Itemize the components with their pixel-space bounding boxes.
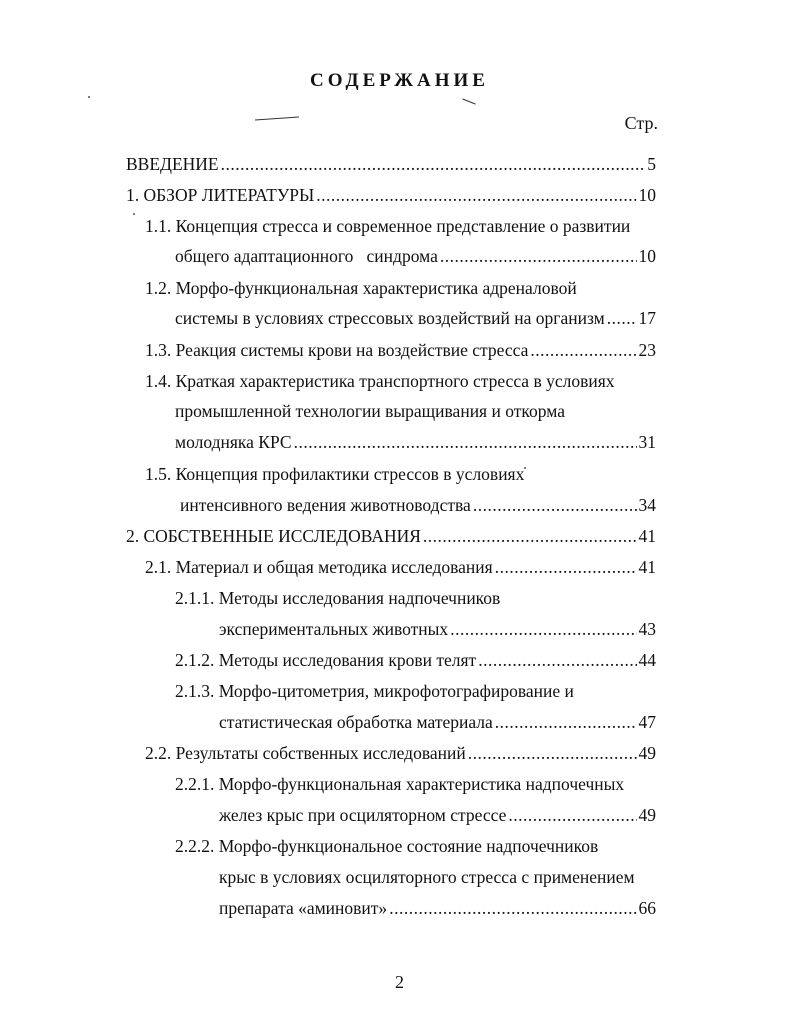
toc-entry-page: 10 bbox=[638, 246, 656, 266]
toc-entry-title: молодняка КРС bbox=[175, 432, 292, 452]
toc-entry-page: 10 bbox=[638, 185, 656, 205]
toc-entry-1-4-line1[interactable] bbox=[145, 369, 656, 393]
leader-dots bbox=[423, 524, 637, 548]
toc-entry-page: 41 bbox=[638, 526, 656, 546]
toc-entry-title: промышленной технологии выращивания и откорма bbox=[175, 401, 565, 421]
leader-dots bbox=[316, 183, 636, 207]
toc-entry-title: 1.2. Морфо-функциональная характеристика адреналовой bbox=[145, 278, 577, 298]
leader-dots bbox=[473, 493, 637, 517]
toc-entry-page: 47 bbox=[638, 712, 656, 732]
toc-entry-page: 49 bbox=[638, 805, 656, 825]
toc-entry-2-1-3[interactable] bbox=[219, 710, 656, 734]
toc-entry-page: 5 bbox=[647, 154, 656, 174]
leader-dots bbox=[495, 710, 637, 734]
toc-entry-page: 66 bbox=[638, 898, 656, 918]
toc-entry-title: 1.4. Краткая характеристика транспортного стресса в условиях bbox=[145, 371, 615, 391]
toc-entry-title: интенсивного ведения животноводства bbox=[180, 495, 471, 515]
toc-entry-2-1[interactable] bbox=[145, 555, 656, 579]
page-column-label: Стр. bbox=[624, 113, 658, 133]
toc-entry-page: 43 bbox=[638, 619, 656, 639]
toc-entry-1-4[interactable] bbox=[175, 430, 656, 454]
toc-entry-title: 2.1.3. Морфо-цитометрия, микрофотографирование и bbox=[175, 681, 574, 701]
toc-entry-title: 2.2.2. Морфо-функциональное состояние надпочечников bbox=[175, 836, 599, 856]
leader-dots bbox=[389, 896, 636, 920]
toc-entry-page: 34 bbox=[638, 495, 656, 515]
toc-entry-title: системы в условиях стрессовых воздействий на организм bbox=[175, 308, 605, 328]
toc-entry-title: 2.1.2. Методы исследования крови телят bbox=[175, 650, 477, 670]
leader-dots bbox=[468, 741, 637, 765]
page-number: 2 bbox=[395, 972, 404, 992]
toc-entry-2-2-2[interactable] bbox=[219, 896, 656, 920]
toc-entry-title: общего адаптационного синдрома bbox=[175, 246, 438, 266]
toc-entry-2-2-2-line1[interactable] bbox=[175, 834, 656, 858]
leader-dots bbox=[607, 306, 637, 330]
toc-entry-page: 44 bbox=[638, 650, 656, 670]
toc-entry-title: 2.2.1. Морфо-функциональная характеристика надпочечных bbox=[175, 774, 625, 794]
toc-entry-title: 2.1. Материал и общая методика исследования bbox=[145, 557, 493, 577]
toc-entry-2-2[interactable] bbox=[145, 741, 656, 765]
toc-entry-1-1-line1[interactable] bbox=[145, 214, 656, 238]
leader-dots bbox=[478, 648, 636, 672]
toc-entry-title: 2.1.1. Методы исследования надпочечников bbox=[175, 588, 501, 608]
leader-dots bbox=[294, 430, 637, 454]
toc-entry-title: ВВЕДЕНИЕ bbox=[126, 154, 219, 174]
toc-entry-vvedenie[interactable] bbox=[126, 152, 656, 176]
scan-speck bbox=[88, 96, 90, 98]
toc-entry-2-1-1[interactable] bbox=[219, 617, 656, 641]
toc-entry-1[interactable] bbox=[126, 183, 656, 207]
toc-entry-2-2-1-line1[interactable] bbox=[175, 772, 656, 796]
leader-dots bbox=[508, 803, 636, 827]
leader-dots bbox=[221, 152, 646, 176]
toc-entry-1-5[interactable] bbox=[180, 493, 656, 517]
toc-entry-2-2-2-line2[interactable] bbox=[219, 865, 656, 889]
toc-entry-title: 1.5. Концепция профилактики стрессов в условиях bbox=[145, 464, 525, 484]
leader-dots bbox=[530, 338, 636, 362]
toc-entry-2-1-3-line1[interactable] bbox=[175, 679, 656, 703]
toc-entry-1-2[interactable] bbox=[175, 306, 656, 330]
toc-entry-title: 1.3. Реакция системы крови на воздействие стресса bbox=[145, 340, 529, 360]
toc-entry-1-3[interactable] bbox=[145, 338, 656, 362]
toc-entry-page: 17 bbox=[638, 308, 656, 328]
toc-entry-page: 31 bbox=[638, 432, 656, 452]
toc-entry-2-1-2[interactable] bbox=[175, 648, 656, 672]
toc-entry-title: статистическая обработка материала bbox=[219, 712, 493, 732]
toc-entry-title: 2. СОБСТВЕННЫЕ ИССЛЕДОВАНИЯ bbox=[126, 526, 421, 546]
leader-dots bbox=[450, 617, 636, 641]
page-title: СОДЕРЖАНИЕ bbox=[310, 70, 489, 91]
leader-dots bbox=[495, 555, 637, 579]
toc-entry-1-4-line2[interactable] bbox=[175, 399, 656, 423]
toc-entry-page: 23 bbox=[638, 340, 656, 360]
pen-mark bbox=[255, 116, 299, 120]
toc-entry-2[interactable] bbox=[126, 524, 656, 548]
leader-dots bbox=[440, 244, 637, 268]
toc-entry-page: 41 bbox=[638, 557, 656, 577]
toc-entry-title: 1. ОБЗОР ЛИТЕРАТУРЫ bbox=[126, 185, 315, 205]
scan-speck bbox=[133, 213, 135, 215]
toc-entry-title: экспериментальных животных bbox=[219, 619, 449, 639]
toc-entry-title: крыс в условиях осциляторного стресса с применением bbox=[219, 867, 635, 887]
toc-entry-title: препарата «аминовит» bbox=[219, 898, 388, 918]
toc-entry-title: 2.2. Результаты собственных исследований bbox=[145, 743, 466, 763]
toc-entry-title: 1.1. Концепция стресса и современное представление о развитии bbox=[145, 216, 631, 236]
toc-entry-1-1[interactable] bbox=[175, 244, 656, 268]
toc-entry-2-1-1-line1[interactable] bbox=[175, 586, 656, 610]
toc-entry-2-2-1[interactable] bbox=[219, 803, 656, 827]
toc-entry-page: 49 bbox=[638, 743, 656, 763]
pen-mark bbox=[462, 98, 475, 104]
toc-entry-1-2-line1[interactable] bbox=[145, 276, 656, 300]
toc-entry-title: желез крыс при осциляторном стрессе bbox=[219, 805, 507, 825]
toc-entry-1-5-line1[interactable] bbox=[145, 462, 656, 486]
